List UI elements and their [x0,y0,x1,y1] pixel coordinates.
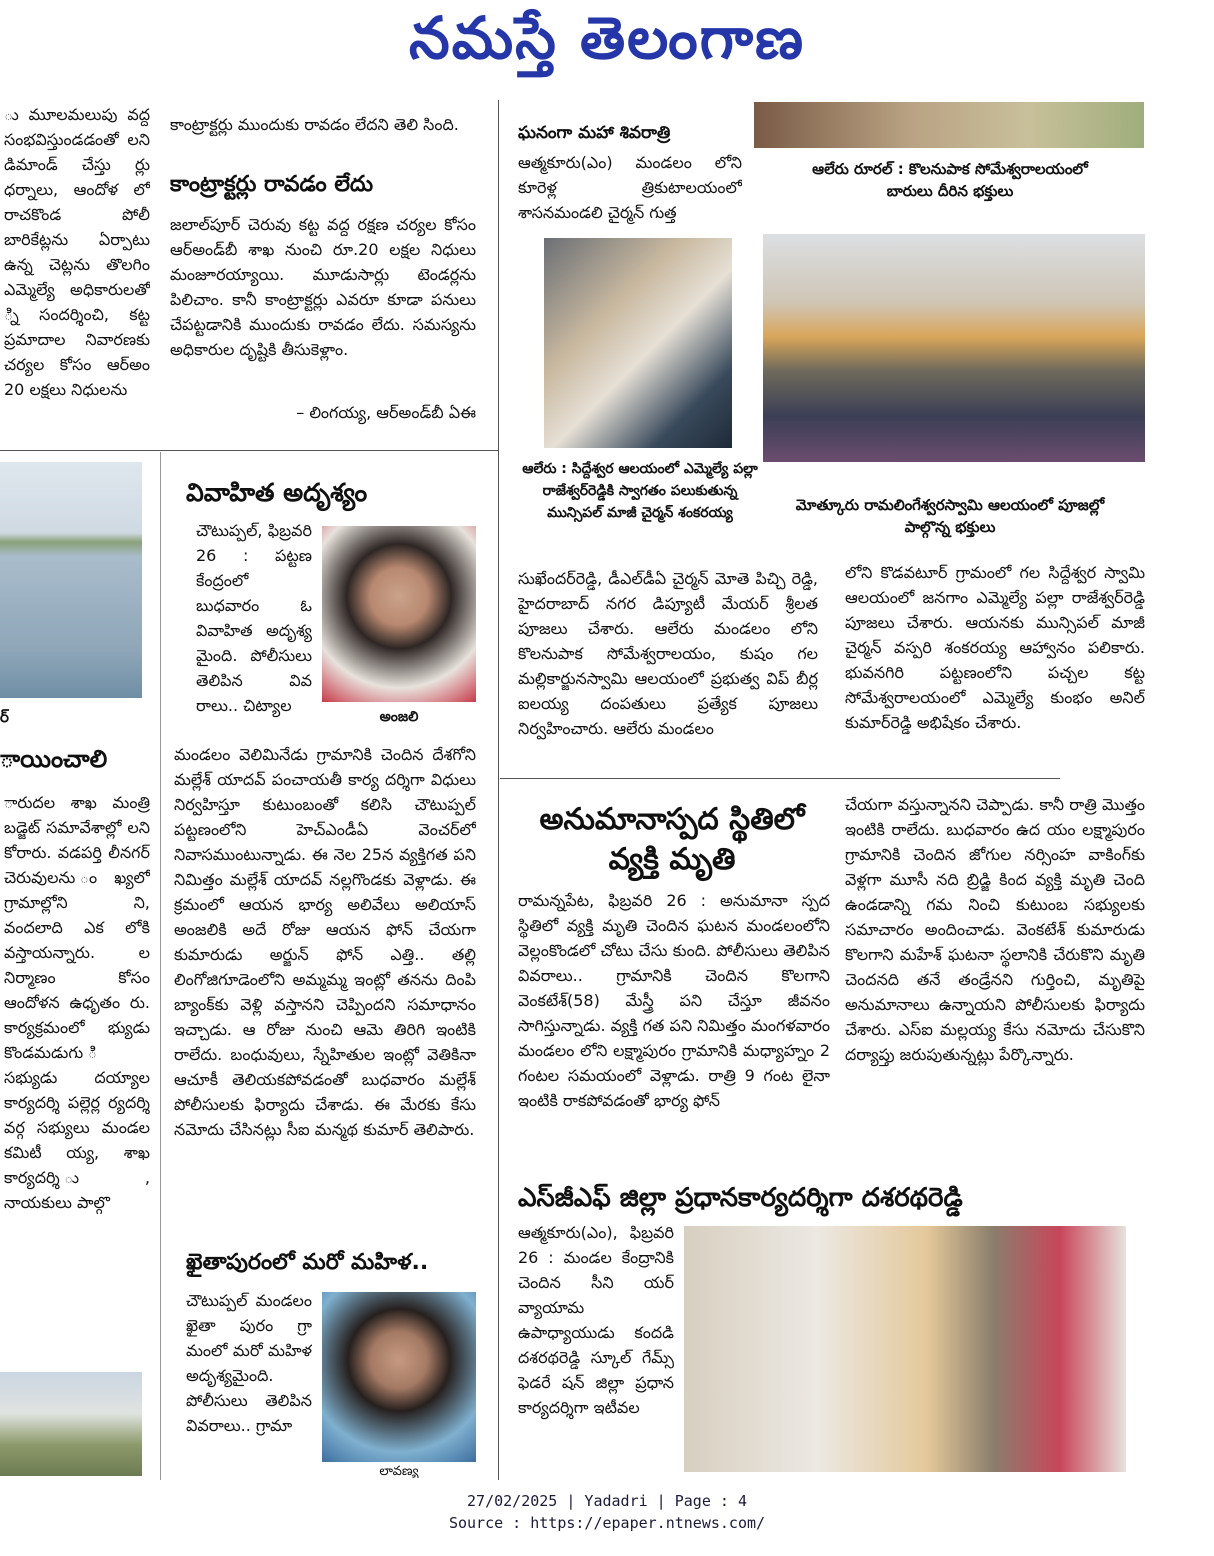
lavanya-photo-caption: లావణ్య [379,1464,419,1478]
another-woman-headline: ఖైతాపురంలో మరో మహిళ.. [186,1250,429,1275]
sgf-headline: ఎస్‌జీఎఫ్ జిల్లా ప్రధానకార్యదర్శిగా దశరథరెడ్డి [518,1183,963,1213]
sgf-body: ఆత్మకూరు(ఎం), ఫిబ్రవరి 26 : మండల కేంద్రానికి చెందిన సీని యర్ వ్యాయామ ఉపాధ్యాయుడు కందడి దశరథరెడ్డి స్కూల్ గేమ్స్ ఫెడరే షన్ జిల్లా ప్రధాన కార్యదర్శిగా ఇటీవల [518,1223,674,1417]
temple-devotees-photo [763,234,1145,462]
missing-woman-body: మండలం వెలిమినేడు గ్రామానికి చెందిన దేశగోని మల్లేశ్ యాదవ్ పంచాయతీ కార్య దర్శిగా విధులు నిర్వహిస్తూ కుటుంబంతో కలిసి చౌటుప్పల్ పట్టణంలోని హెచ్ఎండీఏ వెంచర్‌లో నివాసముంటున్నాడు. ఈ నెల 25న వ్యక్తిగత పని నిమిత్తం మల్లేశ్ యాదవ్ నల్లగొండకు వెళ్లాడు. ఈ క్రమంలో ఆయన భార్య అలివేలు అలియాస్ అంజలికి అదే రోజు ఆయన ఫోన్ చేయగా కుమారుడు అర్జున్ ఫోన్ ఎత్తి.. తల్లి లింగోజిగూడెంలోని అమ్మమ్మ ఇంట్లో తనను దింపి బ్యాంక్‌కు వెళ్లి వస్తానని చెప్పిందని సమాధానం ఇచ్చాడు. ఆ రోజు నుంచి ఆమె తిరిగి ఇంటికి రాలేదు. బంధువులు, స్నేహితుల ఇంట్లో వెతికినా ఆచూకీ తెలియకపోవడంతో బుధవారం మల్లేశ్ పోలీసులకు ఫిర్యాదు చేశాడు. ఈ మేరకు కేసు నమోదు చేసినట్లు సీఐ మన్మథ కుమార్ తెలిపారు. [174,745,476,1139]
mla-welcome-photo-caption: ఆలేరు : సిద్దేశ్వర ఆలయంలో ఎమ్మెల్యే పల్లా రాజేశ్వర్‌రెడ్డికి స్వాగతం పలుకుతున్న మున్సిపల్ మాజీ చైర్మన్ శంకరయ్య [522,461,758,521]
another-woman-body: చౌటుప్పల్ మండలం ఖైతా పురం గ్రా మంలో మరో మహిళ అదృశ్యమైంది. పోలీసులు తెలిపిన వివరాలు.. గ్రామా [186,1291,312,1435]
left-column-headline: ాయించాలి [0,745,108,773]
sgf-group-photo [684,1226,1126,1472]
contractors-quote-by: – లింగయ్య, ఆర్అండ్‌బీ ఏఈ [296,403,476,422]
missing-woman-lead: చౌటుప్పల్, ఫిబ్రవరి 26 : పట్టణ కేంద్రంలో బుధవారం ఓ వివాహిత అదృశ్య మైంది. పోలీసులు తెలిపిన వివ రాలు.. చిట్యాల [196,521,312,715]
lavanya-photo [322,1292,476,1462]
people-photo [0,1372,142,1476]
vertical-rule [160,452,161,1480]
temple-devotees-photo-caption: మోత్కూరు రామలింగేశ్వరస్వామి ఆలయంలో పూజల్లో పాల్గొన్న భక్తులు [795,496,1105,536]
shivaratri-body: ఆత్మకూరు(ఎం) మండలం లోని కూరెళ్ల త్రికుటాలయంలో శాసనమండలి చైర్మన్ గుత్త [518,153,742,222]
anjali-photo-caption: అంజలి [379,709,419,725]
missing-woman-headline: వివాహిత అదృశ్యం [186,478,368,507]
masthead [0,0,1214,100]
contractors-headline: కాంట్రాక్టర్లు రావడం లేదు [170,172,374,197]
left-column-top-text: ు మూలమలుపు వద్ద సంభవిస్తుండడంతో లని డిమాండ్ చేస్తు ర్లు ధర్నాలు, ఆందోళ లో రాచకొండ పోలీ బారికేట్లను ఏర్పాటు ఉన్న చెట్లను తొలగిం ఎమ్మెల్యే అధికారులతో ్ని సందర్శించి, కట్ట ప్రమాదాల నివారణకు చర్యల కోసం ఆర్అం 20 లక్షలు నిధులను [4,105,150,399]
temple-top-photo-caption: ఆలేరు రూరల్ : కొలనుపాక సోమేశ్వరాలయంలో బారులు దీరిన భక్తులు [812,160,1088,200]
contractors-body: జలాల్‌పూర్ చెరువు కట్ట వద్ద రక్షణ చర్యల కోసం ఆర్అండ్‌బీ శాఖ నుంచి రూ.20 లక్షల నిధులు మంజూరయ్యాయి. మూడుసార్లు టెండర్లను పిలిచాం. కానీ కాంట్రాక్టర్లు ఎవరూ కూడా పనులు చేపట్టడానికి ముందుకు రావడం లేదు. సమస్యను అధికారుల దృష్టికి తీసుకెళ్లాం. [170,215,476,359]
mla-welcome-photo [544,238,732,448]
horizontal-rule [500,778,1060,779]
shivaratri-body-right: లోని కొడవటూర్ గ్రామంలో గల సిద్దేశ్వర స్వామి ఆలయంలో జనగాం ఎమ్మెల్యే పల్లా రాజేశ్వర్‌రెడ్డి పూజలు చేశారు. ఆయనకు మున్సిపల్ మాజీ చైర్మన్ వస్పరి శంకరయ్య ఆహ్వానం పలికారు. భువనగిరి పట్టణంలోని పచ్చల కట్ట సోమేశ్వరాలయంలో ఎమ్మెల్యే కుంభం అనిల్ కుమార్‌రెడ్డి అభిషేకం చేశారు. [845,563,1145,732]
shivaratri-body-left: సుఖేందర్‌రెడ్డి, డీఎల్‌డీఏ చైర్మన్ మోతె పిచ్చి రెడ్డి, హైదరాబాద్ నగర డిప్యూటీ మేయర్ శ్రీలత పూజలు చేశారు. ఆలేరు మండలం లోని కొలనుపాక సోమేశ్వరాలయం, కుషం గల మల్లికార్జునస్వామి ఆలయంలో ప్రభుత్వ విప్ బీర్ల ఐలయ్య దంపతులు ప్రత్యేక పూజలు నిర్వహించారు. ఆలేరు మండలం [518,569,818,738]
suspicious-death-body-left: రామన్నపేట, ఫిబ్రవరి 26 : అనుమానా స్పద స్థితిలో వ్యక్తి మృతి చెందిన ఘటన మండలంలోని వెల్లంకొండలో చోటు చేసు కుంది. పోలీసులు తెలిపిన వివరాలు.. గ్రామానికి చెందిన కొలగాని వెంకటేశ్(58) మేస్త్రీ పని చేస్తూ జీవనం సాగిస్తున్నాడు. వ్యక్తి గత పని నిమిత్తం మంగళవారం మండలం లోని లక్ష్మాపురం గ్రామానికి మధ్యాహ్నం 2 గంటల సమయంలో వెళ్లాడు. రాత్రి 9 గంట లైనా ఇంటికి రాకపోవడంతో భార్య ఫోన్ [518,891,830,1110]
lake-photo [0,462,142,698]
left-column-bottom-text: ారుదల శాఖ మంత్రి బడ్జెట్ సమావేశాల్లో లని కోరారు. వడపర్తి లీనగర్ చెరువులను ంఖ్యలో గ్రామాల్లోని ని, వందలాది ఎక లోకి వస్తాయన్నారు. ల నిర్మాణం కోసం ఆందోళన ఉధృతం రు. కార్యక్రమంలో భ్యుడు కొండమడుగు ి సభ్యుడు దయ్యాల కార్యదర్శి పల్లెర్ల ర్యదర్శి వర్గ సభ్యులు మండల కమిటీ య్య, శాఖ కార్యదర్శి ు, నాయకులు పాల్గొ [4,793,150,1212]
lake-photo-caption: ర్ [0,708,9,726]
shivaratri-headline: ఘనంగా మహా శివరాత్రి [518,123,671,143]
suspicious-death-body-right: చేయగా వస్తున్నానని చెప్పాడు. కానీ రాత్రి మొత్తం ఇంటికి రాలేదు. బుధవారం ఉద యం లక్ష్మాపురం గ్రామానికి చెందిన జోగుల నర్సింహ వాకింగ్‌కు వెళ్లగా మూసీ నది బ్రిడ్జి కింద వ్యక్తి మృతి చెంది ఉండడాన్ని గమ నించి కుటుంబ సభ్యులకు సమాచారం అందించాడు. వెంకటేశ్ కుమారుడు కొలగాని మహేశ్ ఘటనా స్థలానికి చేరుకొని మృతి చెందనది తనే తండ్రేనని గుర్తించి, మృతిపై అనుమానాలు ఉన్నాయని పోలీసులకు ఫిర్యాదు చేశారు. ఎస్ఐ మల్లయ్య కేసు నమోదు చేసుకొని దర్యాప్తు జరుపుతున్నట్లు పేర్కొన్నారు. [845,795,1145,1064]
page-footer [0,1490,1214,1534]
temple-top-photo [754,102,1144,148]
vertical-rule [498,100,499,1480]
anjali-photo [322,526,476,702]
contractors-intro: కాంట్రాక్టర్లు ముందుకు రావడం లేదని తెలి సింది. [170,115,459,134]
newspaper-title: నమస్తే తెలంగాణ [409,4,805,72]
footer-date-line: 27/02/2025 | Yadadri | Page : 4 [467,1492,747,1510]
footer-source-line: Source : https://epaper.ntnews.com/ [448,1514,766,1532]
horizontal-rule [0,450,498,451]
suspicious-death-headline-line2: వ్యక్తి మృతి [608,842,736,877]
suspicious-death-headline-line1: అనుమానాస్పద స్థితిలో [539,802,805,837]
